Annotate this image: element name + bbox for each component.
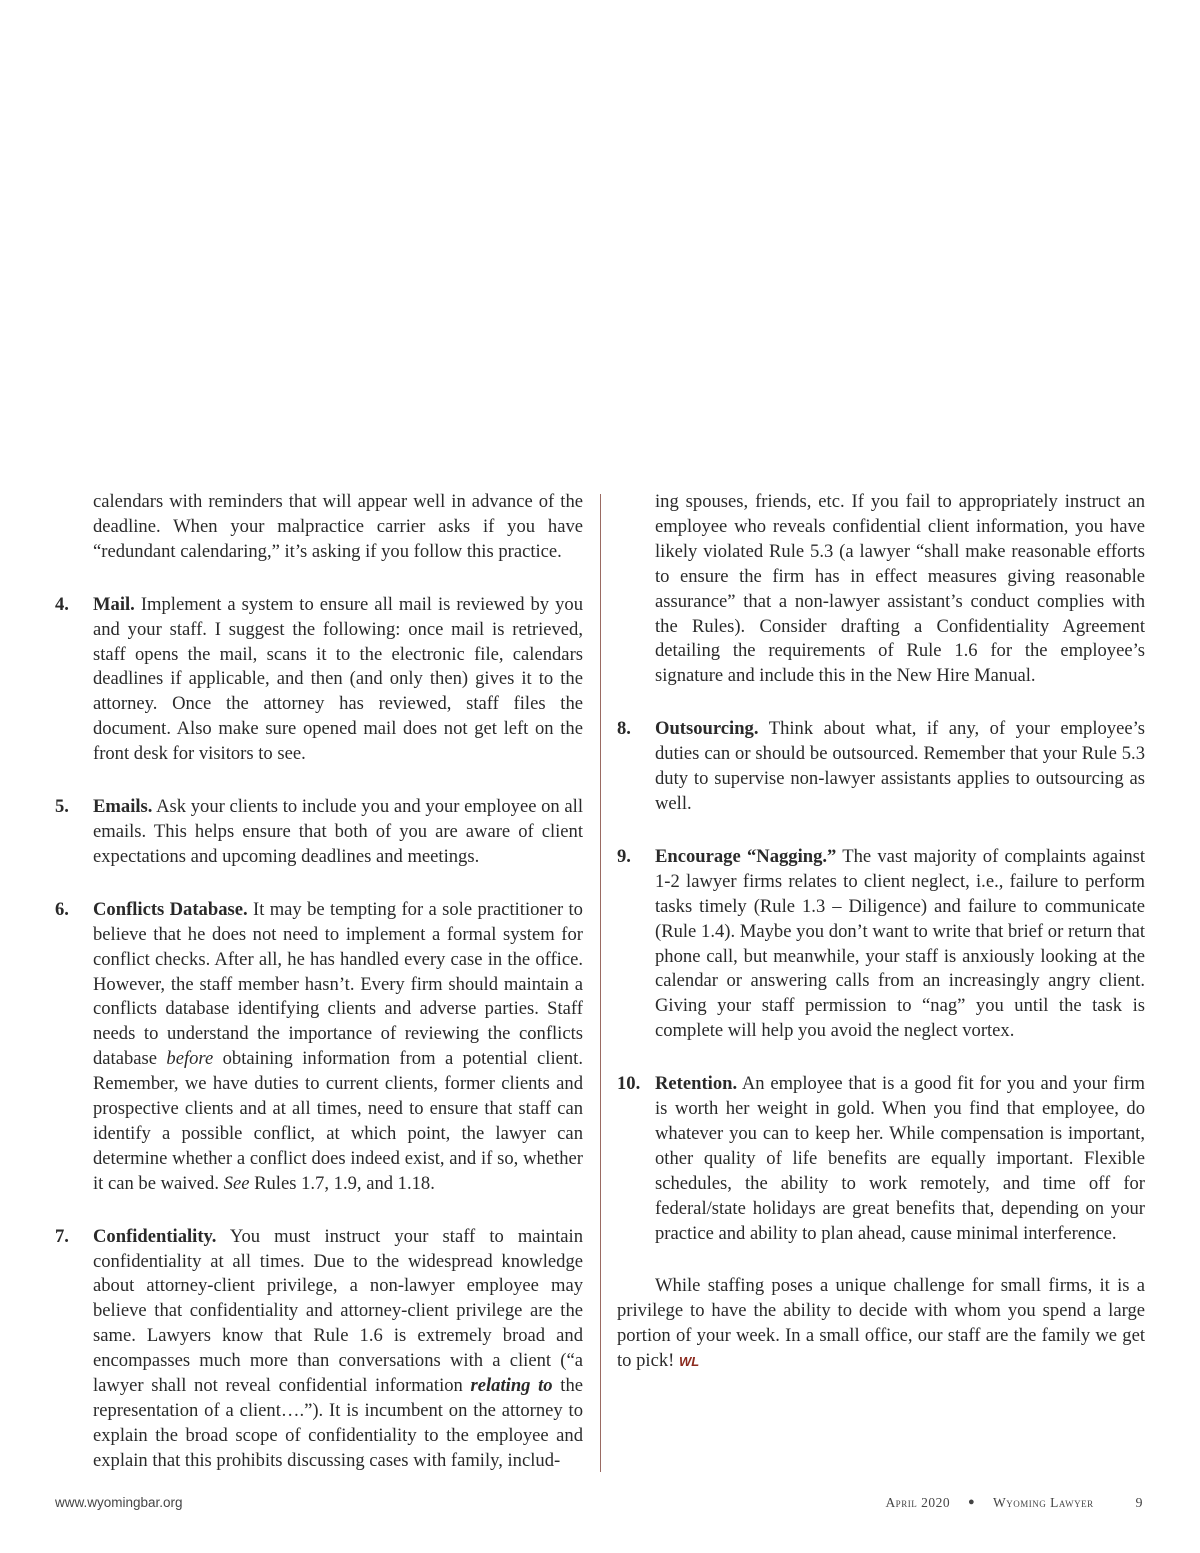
footer-bullet: ● xyxy=(967,1496,976,1508)
footer-issue-date: April 2020 xyxy=(885,1495,951,1510)
list-item-conflicts-database xyxy=(55,898,583,1197)
left-column xyxy=(55,490,583,1502)
column-divider xyxy=(600,494,601,1472)
item-text: Rules 1.7, 1.9, and 1.18. xyxy=(254,1172,435,1194)
item-title: Encourage “Nagging.” xyxy=(655,845,837,867)
list-item-retention xyxy=(617,1072,1145,1246)
footer-issue-info xyxy=(885,1495,1143,1512)
item-text: The vast majority of complaints against 1-2 lawyer firms relates to client neglect, i.e., failure to perform tasks timely (Rule 1.3 – Diligence) and failure to communicate (Rule 1.4). Maybe you don’t want to write that brief or return that phone call, but meanwhile, your staff is anxiously looking at the calendar or answering calls from an increasingly angry client. Giving your staff permission to “nag” you until the task is complete will help you avoid the neglect vortex. xyxy=(655,845,1146,1042)
item-emphasis: relating to xyxy=(470,1375,553,1397)
list-item-encourage-nagging xyxy=(617,845,1145,1044)
item-number: 8. xyxy=(617,718,631,740)
item-text: obtaining information from a potential client. Remember, we have duties to current clients, former clients and prospective clients and at all times, need to ensure that staff can identify a possible conflict, at which point, the lawyer can determine whether a conflict does indeed exist, and if so, whether it can be waived. xyxy=(93,1048,583,1194)
item-number: 9. xyxy=(617,845,631,867)
item-number: 7. xyxy=(55,1225,69,1247)
footer-url: www.wyomingbar.org xyxy=(55,1495,183,1510)
item-emphasis: before xyxy=(166,1048,214,1070)
closing-paragraph xyxy=(617,1274,1145,1375)
item-title: Outsourcing. xyxy=(655,718,759,740)
item-title: Mail. xyxy=(93,593,135,615)
item-text: the representation of a client….”). It is incumbent on the attorney to explain the broad scope of confidentiality to the employee and explain that this prohibits discussing cases with family, includ- xyxy=(93,1375,583,1471)
footer-publication: Wyoming Lawyer xyxy=(992,1495,1094,1510)
item-title: Retention. xyxy=(655,1073,738,1095)
list-item-confidentiality xyxy=(55,1225,583,1474)
list-item-mail xyxy=(55,593,583,767)
item-text: It may be tempting for a sole practitioner to believe that he does not need to implement a formal system for conflict checks. After all, he has handled every case in the office. However, the staff member hasn’t. Every firm should maintain a conflicts database identifying clients and adverse parties. Staff needs to understand the importance of reviewing the conflicts database xyxy=(93,898,583,1070)
item-text: You must instruct your staff to maintain confidentiality at all times. Due to the widespread knowledge about attorney-client privilege, a non-lawyer employee may believe that confidentiality and attorney-client privilege are the same. Lawyers know that Rule 1.6 is extremely broad and encompasses much more than conversations with a client (“a lawyer shall not reveal confidential information xyxy=(93,1225,583,1397)
carryover-paragraph: calendars with reminders that will appear well in advance of the deadline. When your malpractice carrier asks if you have “redundant calendaring,” it’s asking if you follow this practice. xyxy=(93,491,583,562)
item-text: Implement a system to ensure all mail is reviewed by you and your staff. I suggest the following: once mail is retrieved, staff opens the mail, scans it to the electronic file, calendars deadlines if applicable, and then (and only then) gives it to the attorney. Once the attorney has reviewed, staff files the document. Also make sure opened mail does not get left on the front desk for visitors to see. xyxy=(93,593,583,765)
item-text: An employee that is a good fit for you and your firm is worth her weight in gold. When you find that employee, do whatever you can to keep her. While compensation is important, other quality of life benefits are equally important. Flexible schedules, the ability to work remotely, and time off for federal/state holidays are great benefits that, depending on your practice and ability to plan ahead, cause minimal interference. xyxy=(655,1073,1145,1244)
item-title: Emails. xyxy=(93,796,153,818)
item-number: 4. xyxy=(55,593,69,615)
item-title: Conflicts Database. xyxy=(93,898,248,920)
list-item-emails xyxy=(55,795,583,870)
right-column xyxy=(617,490,1145,1375)
item-number: 10. xyxy=(617,1073,641,1095)
item-number: 6. xyxy=(55,898,69,920)
item-text: Think about what, if any, of your employee’s duties can or should be outsourced. Remember that your Rule 5.3 duty to supervise non-lawyer assistants applies to outsourcing as well. xyxy=(655,718,1145,814)
list-item-outsourcing xyxy=(617,717,1145,817)
carryover-paragraph: ing spouses, friends, etc. If you fail to appropriately instruct an employee who reveals confidential client information, you have likely violated Rule 5.3 (a lawyer “shall make reasonable efforts to ensure the firm has in effect measures giving reasonable assurance” that a non-lawyer assistant’s conduct complies with the Rules). Consider drafting a Confidentiality Agreement detailing the requirements of Rule 1.6 for the employee’s signature and include this in the New Hire Manual. xyxy=(655,491,1145,687)
page-number: 9 xyxy=(1135,1496,1143,1511)
item-number: 5. xyxy=(55,796,69,818)
item-text: Ask your clients to include you and your employee on all emails. This helps ensure that both of you are aware of client expectations and upcoming deadlines and meetings. xyxy=(93,796,584,867)
item-title: Confidentiality. xyxy=(93,1225,217,1247)
closing-text: While staffing poses a unique challenge for small firms, it is a privilege to have the ability to decide with whom you spend a large portion of your week. In a small office, our staff are the family we get to pick! xyxy=(617,1275,1145,1372)
end-mark-logo: WL xyxy=(678,1354,700,1370)
item-see: See xyxy=(223,1172,250,1194)
